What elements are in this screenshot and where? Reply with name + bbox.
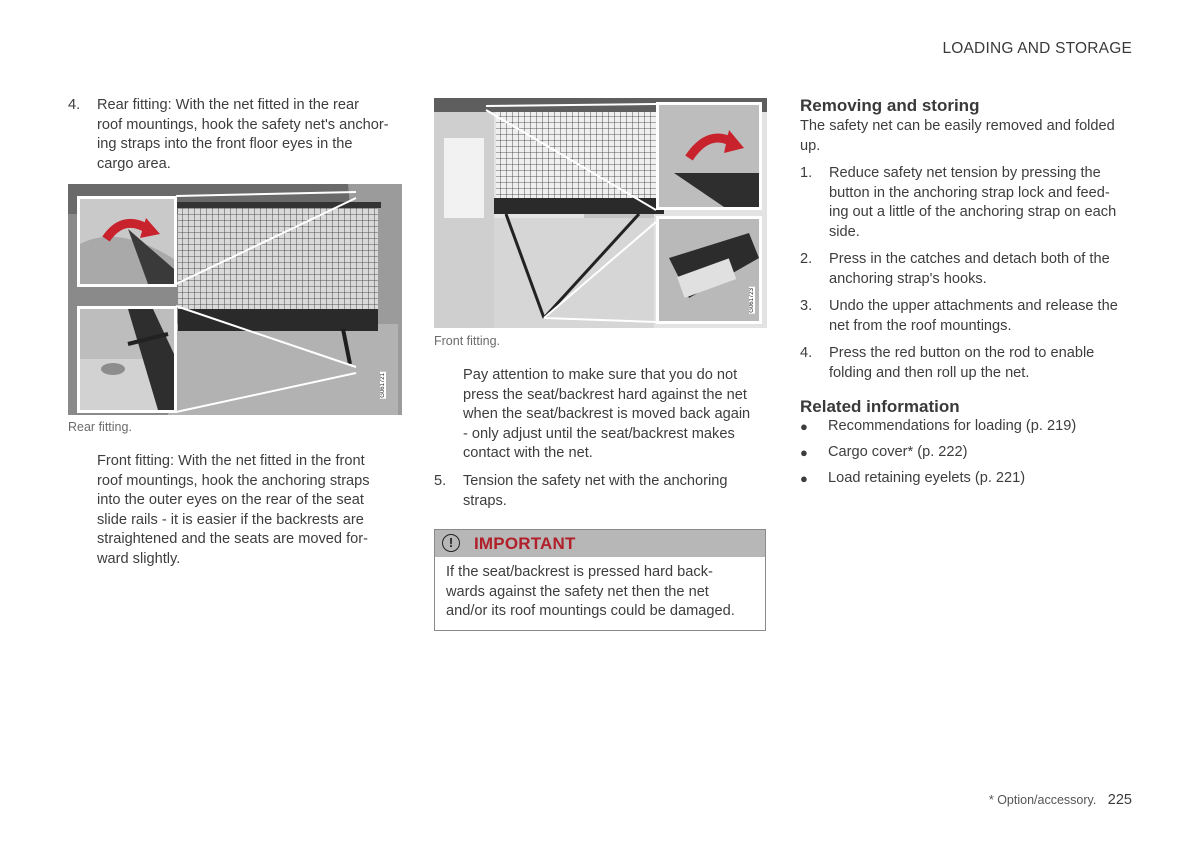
step-number: 4. xyxy=(68,97,81,113)
front-fitting-paragraph xyxy=(97,452,370,569)
text-line: Press in the catches and detach both of the xyxy=(829,251,1110,267)
step-number: 1. xyxy=(800,165,813,181)
page-footer xyxy=(989,792,1132,808)
rear-fitting-caption: Rear fitting. xyxy=(68,420,132,434)
removing-step-1 xyxy=(800,164,1140,244)
text-line: button in the anchoring strap lock and feed- xyxy=(829,184,1110,201)
removing-step-3 xyxy=(800,297,1140,337)
page-number: 225 xyxy=(1107,792,1132,808)
step-number: 3. xyxy=(800,298,813,314)
step-number: 2. xyxy=(800,251,813,267)
text-line: press the seat/backrest hard against the net xyxy=(463,386,747,403)
text-line: Tension the safety net with the anchoring xyxy=(463,473,728,489)
footnote: * Option/accessory. xyxy=(988,793,1097,807)
important-title: IMPORTANT xyxy=(474,534,576,553)
related-link-eyelets[interactable] xyxy=(800,469,1140,489)
text-line: roof mountings, hook the safety net's anchor- xyxy=(97,116,389,133)
text-line: contact with the net. xyxy=(463,445,593,461)
text-line: If the seat/backrest is pressed hard back- xyxy=(446,564,713,580)
text-line: Pay attention to make sure that you do not xyxy=(463,367,738,383)
text-line: straightened and the seats are moved for- xyxy=(97,531,368,547)
front-fitting-illustration xyxy=(434,98,767,328)
related-information-heading: Related information xyxy=(800,397,960,416)
text-line: Rear fitting: With the net fitted in the rear xyxy=(97,97,360,113)
step-4-rear-fitting xyxy=(68,96,408,176)
text-line: Undo the upper attachments and release the xyxy=(829,298,1118,314)
text-line: when the seat/backrest is moved back again xyxy=(463,406,751,422)
important-header xyxy=(435,530,765,557)
text-line: slide rails - it is easier if the backrests are xyxy=(97,511,364,528)
related-link-text[interactable]: Recommendations for loading (p. 219) xyxy=(828,418,1077,434)
section-title: LOADING AND STORAGE xyxy=(942,40,1132,57)
text-line: folding and then roll up the net. xyxy=(829,364,1030,381)
related-link-cargo-cover[interactable] xyxy=(800,443,1140,463)
text-line: ward slightly. xyxy=(97,550,181,567)
text-line: The safety net can be easily removed and folded xyxy=(800,118,1115,134)
figure-code: G061723 xyxy=(749,288,755,313)
figure-code: G061721 xyxy=(380,373,386,398)
text-line: ing straps into the front floor eyes in the xyxy=(97,136,353,152)
text-line: anchoring strap's hooks. xyxy=(829,270,987,287)
text-line: Front fitting: With the net fitted in the front xyxy=(97,453,365,469)
bullet-icon: ● xyxy=(800,445,808,460)
related-link-text[interactable]: Cargo cover* (p. 222) xyxy=(828,444,968,460)
bullet-icon: ● xyxy=(800,471,808,486)
text-line: roof mountings, hook the anchoring straps xyxy=(97,472,370,489)
text-line: wards against the safety net then the net xyxy=(446,583,709,600)
text-line: net from the roof mountings. xyxy=(829,317,1012,334)
text-line: straps. xyxy=(463,492,507,509)
removing-storing-heading: Removing and storing xyxy=(800,96,980,115)
important-body xyxy=(446,563,758,622)
text-line: side. xyxy=(829,223,860,240)
related-link-recommendations[interactable] xyxy=(800,417,1140,437)
related-link-text[interactable]: Load retaining eyelets (p. 221) xyxy=(828,470,1026,486)
warning-exclamation-icon: ! xyxy=(442,534,460,552)
attention-paragraph xyxy=(463,366,750,464)
text-line: up. xyxy=(800,137,821,154)
text-line: cargo area. xyxy=(97,155,171,172)
text-line: Reduce safety net tension by pressing the xyxy=(829,165,1101,181)
bullet-icon: ● xyxy=(800,419,808,434)
step-5-tension xyxy=(434,472,764,512)
text-line: ing out a little of the anchoring strap on each xyxy=(829,204,1117,220)
removing-step-2 xyxy=(800,250,1140,290)
important-notice-box xyxy=(434,529,766,631)
text-line: - only adjust until the seat/backrest makes xyxy=(463,425,735,442)
rear-fitting-illustration xyxy=(68,184,402,415)
step-number: 5. xyxy=(434,473,447,489)
removing-step-4 xyxy=(800,344,1140,384)
front-fitting-caption: Front fitting. xyxy=(434,334,500,348)
text-line: into the outer eyes on the rear of the seat xyxy=(97,492,364,508)
text-line: and/or its roof mountings could be damaged. xyxy=(446,603,735,619)
step-number: 4. xyxy=(800,345,813,361)
text-line: Press the red button on the rod to enable xyxy=(829,345,1095,361)
removing-intro xyxy=(800,117,1115,156)
